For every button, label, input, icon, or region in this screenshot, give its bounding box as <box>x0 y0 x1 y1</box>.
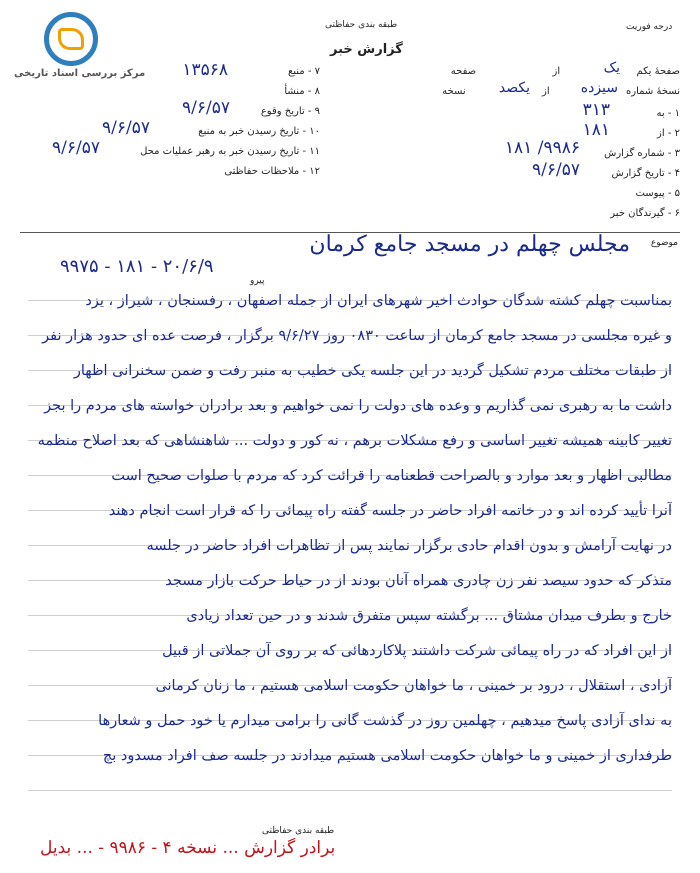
body-line: در نهایت آرامش و بدون اقدام حادی برگزار نمایند پس از تظاهرات افراد حاضر در جلسه <box>146 538 672 554</box>
page-number-value: یک <box>603 60 620 76</box>
field-7-value: ۱۳۵۶۸ <box>182 60 228 80</box>
copy-total-value: یکصد <box>498 80 530 96</box>
footer-red-note: برادر گزارش ... نسخه ۴ - ۹۹۸۶ - ... بدیل <box>40 838 336 858</box>
body-line: داشت ما به رهبری نمی گذاریم و وعده های دولت را نمی خواهیم و بعد برادران خواسته های مردم را بجز <box>44 398 672 414</box>
subject-label: موضوع <box>650 238 678 248</box>
logo-caption: مرکز بررسی اسناد تاریخی <box>14 68 146 79</box>
body-line: تغییر کابینه همیشه تغییر اساسی و رفع مشکلات برهم ، نه کور و دولت ... شاهنشاهی که بعد اصلاح منظمه <box>37 433 672 449</box>
field-3-value: ۹۹۸۶/ ۱۸۱ <box>504 138 580 158</box>
field-4-value: ۹/۶/۵۷ <box>532 160 580 180</box>
field-1-label: ۱ - به <box>656 108 680 119</box>
body-line: متذکر که حدود سیصد نفر زن چادری همراه آنان بودند از در حیاط حرکت بازار مسجد <box>165 573 672 589</box>
logo-emblem-icon <box>44 12 98 66</box>
field-10-label: ۱۰ - تاریخ رسیدن خبر به منبع <box>198 126 320 137</box>
body-line: آنرا تأیید کرده اند و در خاتمه افراد حاضر در جلسه گفته راه پیمائی را که قرار است انجام دهند <box>108 503 672 519</box>
field-5-label: ۵ - پیوست <box>635 188 680 199</box>
copy-of-label <box>442 86 680 97</box>
body-line: به ندای آزادی پاسخ میدهیم ، چهلمین روز در گذشت گانی را برامی میدارم یا خود حمل و شعارها <box>98 713 672 729</box>
field-1-value: ۳۱۳ <box>582 100 610 120</box>
body-line: و غیره مجلسی در مسجد جامع کرمان از ساعت ۰۸۳۰ روز ۹/۶/۲۷ برگزار ، فرصت عده ای حدود هزار نفر <box>42 328 672 344</box>
field-3-label: ۳ - شماره گزارش <box>604 148 680 159</box>
classification-label-bottom: طبقه بندی حفاظتی <box>262 826 335 836</box>
body-line: طرفداری از خمینی و ما خواهان حکومت اسلامی هستیم میدادند در جلسه صف افراد مسدود بچ <box>102 748 672 764</box>
field-6-label: ۶ - گیرندگان خبر <box>610 208 680 219</box>
page-of-label <box>451 66 680 77</box>
field-7-label: ۷ - منبع <box>287 66 320 77</box>
body-line: از این افراد که در راه پیمائی شرکت داشتند پلاکاردهائی که بر روی آن جملاتی از قبیل <box>162 643 672 659</box>
subject-value: مجلس چهلم در مسجد جامع کرمان <box>309 232 630 257</box>
body-line: خارج و بطرف میدان مشتاق ... برگشته سپس متفرق شدند و در حین تعداد زیادی <box>186 608 672 624</box>
left-fields <box>30 60 320 189</box>
field-11-value: ۹/۶/۵۷ <box>52 138 100 158</box>
document-title: گزارش خبر <box>330 42 403 57</box>
right-fields <box>420 60 680 224</box>
body-line: بمناسبت چهلم کشته شدگان حوادث اخیر شهرهای ایران از جمله اصفهان ، رفسنجان ، شیراز ، یزد <box>85 293 672 309</box>
field-2-value: ۱۸۱ <box>582 120 610 140</box>
urgency-label: درجه فوریت <box>626 22 673 32</box>
archive-logo <box>44 12 104 66</box>
body-line: آزادی ، استقلال ، درود بر خمینی ، ما خواهان حکومت اسلامی هستیم ، ما زنان کرمانی <box>155 678 672 694</box>
field-12-label: ۱۲ - ملاحظات حفاظتی <box>224 166 320 177</box>
field-10-value: ۹/۶/۵۷ <box>102 118 150 138</box>
body-line: از طبقات مختلف مردم تشکیل گردید در این جلسه یکی خطیب به منبر رفت و ضمن سخنرانی اظهار <box>73 363 672 379</box>
classification-label-top: طبقه بندی حفاظتی <box>325 20 398 30</box>
field-2-label: ۲ - از <box>657 128 680 139</box>
page-end: صفحه <box>450 66 477 77</box>
field-4-label: ۴ - تاریخ گزارش <box>611 168 680 179</box>
report-body <box>30 284 672 774</box>
copy-end: نسخه <box>442 86 466 97</box>
field-8-label: ۸ - منشأ <box>284 86 320 97</box>
field-11-label: ۱۱ - تاریخ رسیدن خبر به رهبر عملیات محل <box>140 146 320 157</box>
copy-number-value: سیزده <box>580 80 618 96</box>
subject-sub: پیرو <box>250 276 265 286</box>
copy-label: نسخهٔ شماره <box>626 86 680 97</box>
field-9-value: ۹/۶/۵۷ <box>182 98 230 118</box>
page-of: از <box>552 66 561 77</box>
body-line: مطالبی اظهار و بعد موارد و بالصراحت قطعنامه را قرائت کرد که مردم با صلوات صحیح است <box>111 468 672 484</box>
subject-reference: ۲۰/۶/۹ - ۱۸۱ - ۹۹۷۵ <box>60 256 214 277</box>
page-label: صفحهٔ یکم <box>636 66 680 77</box>
copy-of: از <box>542 86 550 97</box>
field-9-label: ۹ - تاریخ وقوع <box>260 106 320 117</box>
rule-line <box>28 790 672 791</box>
